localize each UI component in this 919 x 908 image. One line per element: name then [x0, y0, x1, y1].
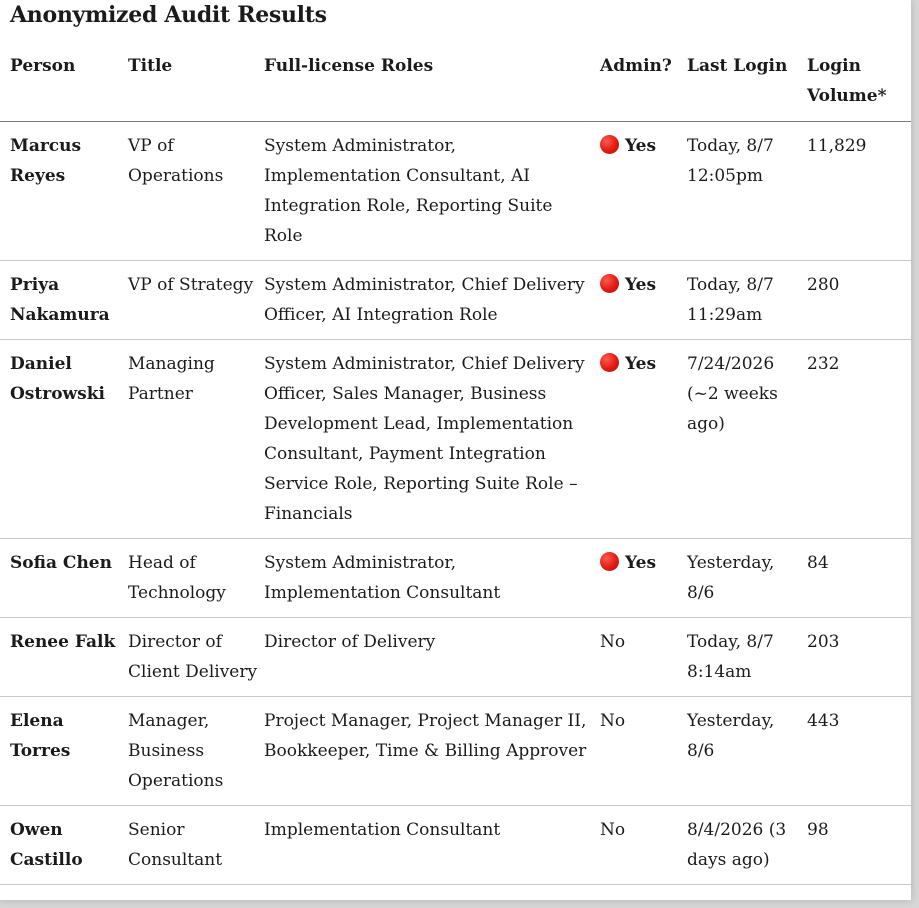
- login-volume-cell: 280: [807, 261, 911, 340]
- roles-text: System Administrator, Implementation Consultant: [264, 553, 501, 603]
- last-login-cell: Yesterday, 8/6: [687, 697, 807, 806]
- table-row: [0, 261, 911, 340]
- header-row: [0, 51, 911, 122]
- table-row: [0, 539, 911, 618]
- person-cell: Renee Falk: [0, 618, 128, 697]
- header-admin: Admin?: [600, 51, 687, 122]
- person-cell: Owen Castillo: [0, 806, 128, 885]
- red-circle-icon: [600, 552, 619, 571]
- roles-cell: [264, 697, 600, 806]
- admin-cell: [600, 122, 687, 261]
- title-cell: Senior Consultant: [128, 806, 264, 885]
- last-login-cell: 7/24/2026 (~2 weeks ago): [687, 340, 807, 539]
- last-login-cell: Yesterday, 8/6: [687, 539, 807, 618]
- table-header: [0, 51, 911, 122]
- admin-value: Yes: [625, 275, 657, 295]
- admin-value: No: [600, 632, 626, 652]
- login-volume-cell: 203: [807, 618, 911, 697]
- person-cell: Priya Nakamura: [0, 261, 128, 340]
- roles-text: System Administrator, Chief Delivery Officer, Sales Manager, Business Development Lead, Implementation Consultant, Payment Integration Service Role, Reporting Suite Role – Financials: [264, 354, 585, 524]
- admin-cell: [600, 539, 687, 618]
- login-volume-cell: 443: [807, 697, 911, 806]
- title-cell: VP of Operations: [128, 122, 264, 261]
- title-cell: Director of Client Delivery: [128, 618, 264, 697]
- header-login-volume: Login Volume*: [807, 51, 911, 122]
- admin-value: Yes: [625, 136, 657, 156]
- person-cell: Daniel Ostrowski: [0, 340, 128, 539]
- login-volume-cell: 11,829: [807, 122, 911, 261]
- roles-cell: [264, 122, 600, 261]
- admin-yes-badge: [600, 553, 656, 573]
- roles-cell: [264, 340, 600, 539]
- roles-text: System Administrator, Chief Delivery Officer, AI Integration Role: [264, 275, 585, 325]
- roles-text: Project Manager, Project Manager II, Bookkeeper, Time & Billing Approver: [264, 711, 587, 761]
- title-cell: Manager, Business Operations: [128, 697, 264, 806]
- red-circle-icon: [600, 353, 619, 372]
- person-cell: Elena Torres: [0, 697, 128, 806]
- login-volume-cell: 84: [807, 539, 911, 618]
- login-volume-cell: 232: [807, 340, 911, 539]
- red-circle-icon: [600, 135, 619, 154]
- roles-text: Director of Delivery: [264, 632, 436, 652]
- roles-text: System Administrator, Implementation Consultant, AI Integration Role, Reporting Suite Role: [264, 136, 553, 246]
- table-row: [0, 618, 911, 697]
- admin-value: No: [600, 711, 626, 731]
- person-cell: Sofia Chen: [0, 539, 128, 618]
- last-login-cell: Today, 8/7 12:05pm: [687, 122, 807, 261]
- audit-table: [0, 51, 911, 885]
- login-volume-cell: 98: [807, 806, 911, 885]
- person-cell: Marcus Reyes: [0, 122, 128, 261]
- header-last-login: Last Login: [687, 51, 807, 122]
- admin-value: Yes: [625, 354, 657, 374]
- roles-cell: [264, 539, 600, 618]
- table-row: [0, 340, 911, 539]
- admin-value: No: [600, 820, 626, 840]
- last-login-cell: Today, 8/7 8:14am: [687, 618, 807, 697]
- table-row: [0, 806, 911, 885]
- table-row: [0, 697, 911, 806]
- admin-yes-badge: [600, 275, 656, 295]
- last-login-cell: Today, 8/7 11:29am: [687, 261, 807, 340]
- admin-cell: [600, 261, 687, 340]
- title-cell: VP of Strategy: [128, 261, 264, 340]
- roles-cell: [264, 618, 600, 697]
- header-roles: Full-license Roles: [264, 51, 600, 122]
- admin-cell: [600, 340, 687, 539]
- header-person: Person: [0, 51, 128, 122]
- table-body: [0, 122, 911, 885]
- roles-cell: [264, 261, 600, 340]
- admin-cell: [600, 618, 687, 697]
- page-title: Anonymized Audit Results: [10, 2, 327, 28]
- admin-cell: [600, 806, 687, 885]
- admin-cell: [600, 697, 687, 806]
- roles-text: Implementation Consultant: [264, 820, 501, 840]
- title-cell: Managing Partner: [128, 340, 264, 539]
- admin-yes-badge: [600, 136, 656, 156]
- title-cell: Head of Technology: [128, 539, 264, 618]
- header-title: Title: [128, 51, 264, 122]
- roles-cell: [264, 806, 600, 885]
- red-circle-icon: [600, 274, 619, 293]
- last-login-cell: 8/4/2026 (3 days ago): [687, 806, 807, 885]
- table-row: [0, 122, 911, 261]
- admin-yes-badge: [600, 354, 656, 374]
- admin-value: Yes: [625, 553, 657, 573]
